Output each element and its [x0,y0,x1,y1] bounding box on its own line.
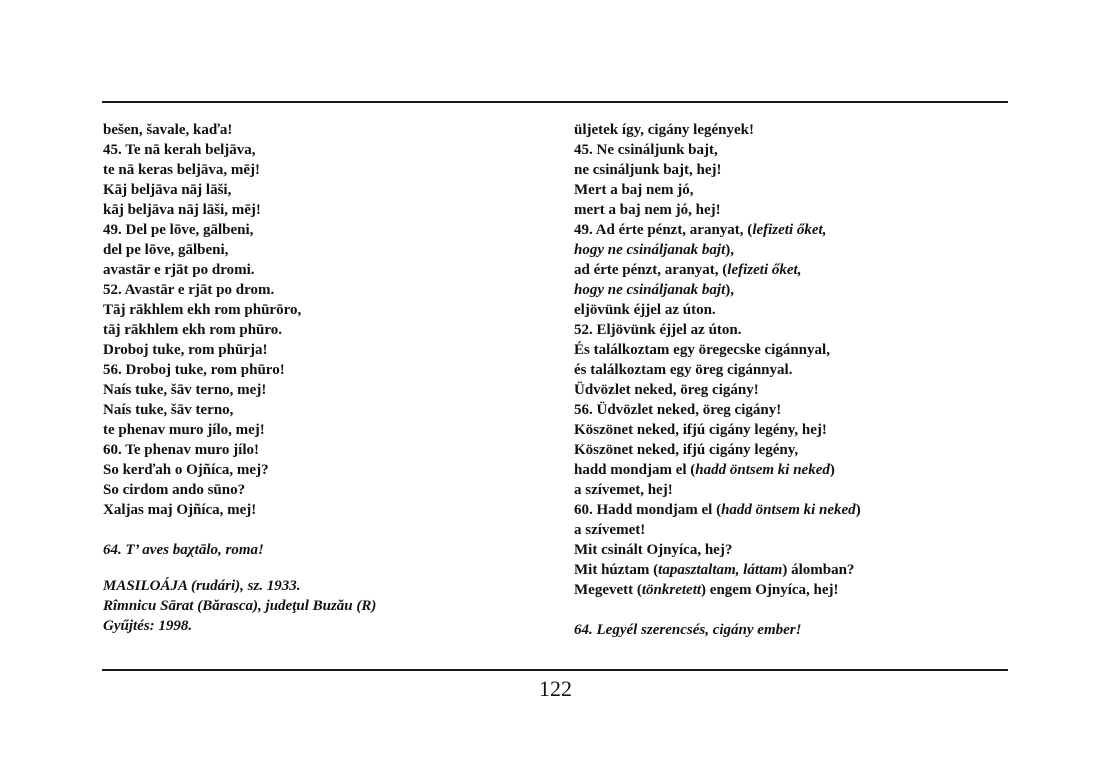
verse-line: Tāj rākhlem ekh rom phūrōro, [103,302,302,318]
translation-line: ne csináljunk bajt, hej! [574,162,722,178]
line-text: ) álomban? [782,562,855,578]
closing-line: 64. T’ aves baχtālo, roma! [103,542,264,558]
line-text: ), [725,282,735,298]
translation-line [574,220,1004,240]
translation-line [574,580,1004,600]
translation-line: eljövünk éjjel az úton. [574,302,716,318]
translation-line: Köszönet neked, ifjú cigány legény, [574,442,799,458]
verse-line: 49. Del pe lōve, gālbeni, [103,222,254,238]
verse-line: Naís tuke, šāv terno, mej! [103,382,267,398]
gloss: hadd öntsem ki neked [721,502,856,518]
closing-line: 64. Legyél szerencsés, cigány ember! [574,622,802,638]
source-collection-date: Gyűjtés: 1998. [103,618,193,634]
translation-line: 45. Ne csináljunk bajt, [574,142,718,158]
translation-line [574,260,1004,280]
verse-line: So kerďah o Ojñíca, mej? [103,462,269,478]
line-text: 60. Hadd mondjam el ( [574,502,722,518]
translation-line [574,560,1004,580]
translation-line [574,460,1004,480]
gloss: tönkretett [641,582,702,598]
translation-line: És találkoztam egy öregecske cigánnyal, [574,342,830,358]
verse-line: Droboj tuke, rom phūrja! [103,342,268,358]
translation-line: Üdvözlet neked, öreg cigány! [574,382,759,398]
translation-line: a szívemet, hej! [574,482,673,498]
line-text: ) engem Ojnyíca, hej! [701,582,839,598]
verse-line: bešen, šavale, kaďa! [103,122,233,138]
translation-line: 52. Eljövünk éjjel az úton. [574,322,742,338]
gloss: lefizeti őket, [752,222,827,238]
translation-line: Mit csinált Ojnyíca, hej? [574,542,733,558]
verse-line: Xaljas maj Ojñíca, mej! [103,502,257,518]
gloss: hogy ne csináljanak bajt [574,242,726,258]
top-rule [102,101,1008,103]
translation-line: a szívemet! [574,522,646,538]
verse-line: 60. Te phenav muro jílo! [103,442,259,458]
line-text: 49. Ad érte pénzt, aranyat, ( [574,222,753,238]
translation-line [574,240,1004,260]
line-text: hadd mondjam el ( [574,462,696,478]
line-text: ) [829,462,835,478]
source-performer: MASILOÁJA (rudári), sz. 1933. [103,578,301,594]
bottom-rule [102,669,1008,671]
verse-line: tāj rākhlem ekh rom phūro. [103,322,283,338]
gloss: hadd öntsem ki neked [695,462,830,478]
verse-line: Kāj beljāva nāj lāši, [103,182,232,198]
verse-line: te phenav muro jílo, mej! [103,422,265,438]
line-text: Megevett ( [574,582,642,598]
gloss: lefizeti őket, [727,262,802,278]
translation-line: és találkoztam egy öreg cigánnyal. [574,362,793,378]
verse-line: avastār e rjāt po dromi. [103,262,255,278]
verse-line: 56. Droboj tuke, rom phūro! [103,362,285,378]
translation-line: mert a baj nem jó, hej! [574,202,721,218]
gloss: hogy ne csináljanak bajt [574,282,726,298]
page-number: 122 [539,676,572,701]
translation-line [574,280,1004,300]
translation-line: üljetek így, cigány legények! [574,122,754,138]
translation-line: Köszönet neked, ifjú cigány legény, hej! [574,422,827,438]
verse-line: So cirdom ando sūno? [103,482,246,498]
romani-column [103,120,533,636]
line-text: ), [725,242,735,258]
translation-line [574,500,1004,520]
line-text: ad érte pénzt, aranyat, ( [574,262,728,278]
hungarian-column [574,120,1004,640]
verse-line: Naís tuke, šāv terno, [103,402,234,418]
verse-line: del pe lōve, gālbeni, [103,242,229,258]
translation-line: Mert a baj nem jó, [574,182,694,198]
line-text: Mit húztam ( [574,562,659,578]
verse-line: kāj beljāva nāj lāši, mēj! [103,202,261,218]
translation-line: 56. Üdvözlet neked, öreg cigány! [574,402,782,418]
verse-line: te nā keras beljāva, mēj! [103,162,261,178]
gloss: tapasztaltam, láttam [658,562,783,578]
verse-line: 45. Te nā kerah beljāva, [103,142,256,158]
line-text: ) [855,502,861,518]
source-place: Rîmnicu Sārat (Bărasca), judeţul Buzău (R) [103,598,377,614]
verse-line: 52. Avastār e rjāt po drom. [103,282,275,298]
